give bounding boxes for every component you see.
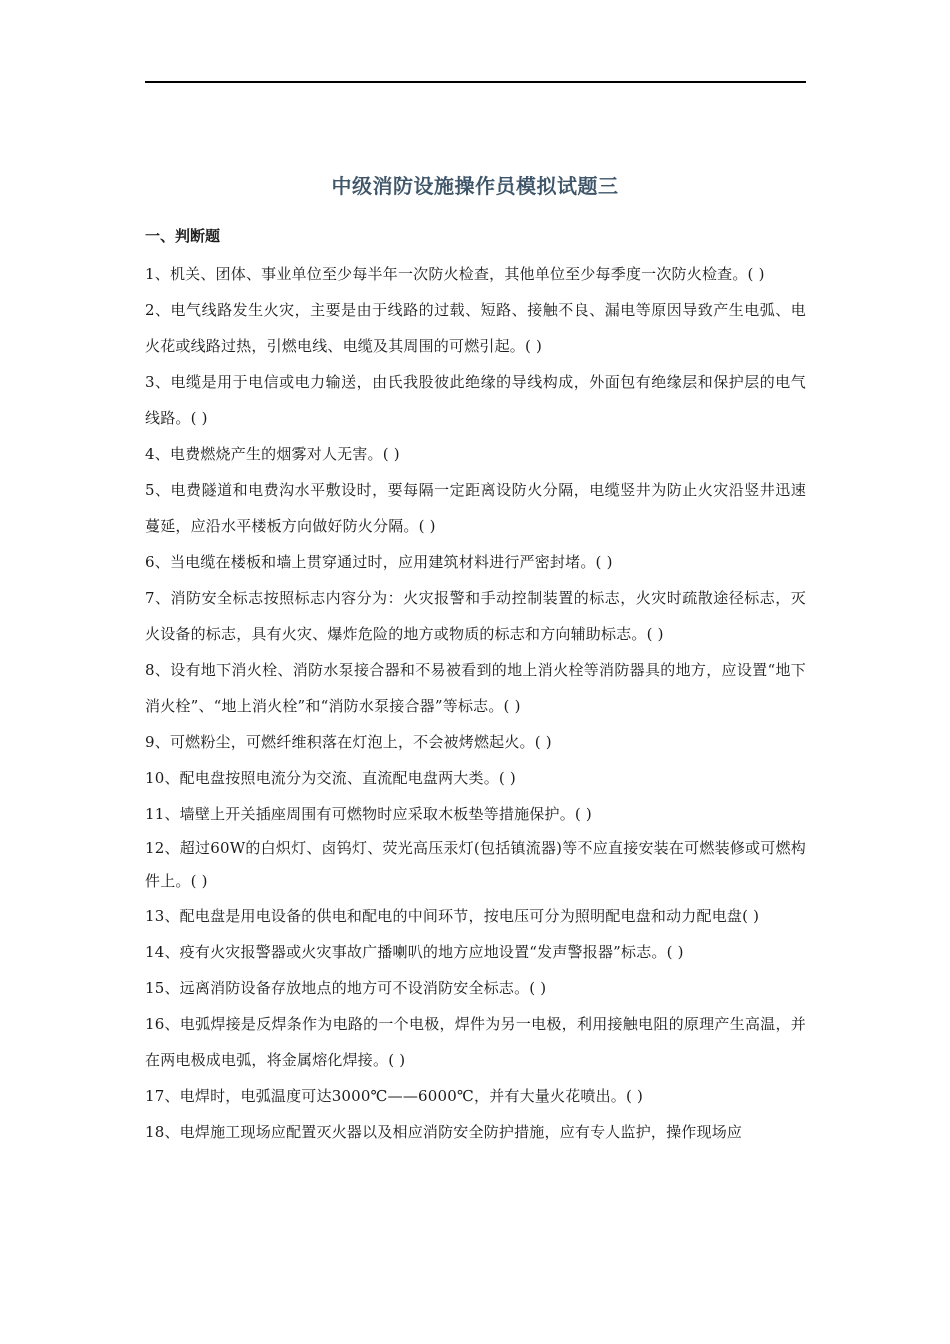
question-item: 9、可燃粉尘，可燃纤维积落在灯泡上，不会被烤燃起火。( ) — [145, 733, 552, 751]
section-heading: 一、判断题 — [145, 227, 221, 245]
question-item: 5、电费隧道和电费沟水平敷设时，要每隔一定距离设防火分隔，电缆竖井为防止火灾沿竖井迅速蔓延，应沿水平楼板方向做好防火分隔。( ) — [145, 481, 806, 535]
question-item: 14、疫有火灾报警器或火灾事故广播喇叭的地方应地设置“发声警报器”标志。( ) — [145, 943, 684, 961]
question-item: 12、超过60W的白炽灯、卤钨灯、荧光高压汞灯(包括镇流器)等不应直接安装在可燃装修或可燃构件上。( ) — [145, 839, 806, 890]
header-rule — [145, 81, 806, 83]
question-item: 7、消防安全标志按照标志内容分为：火灾报警和手动控制装置的标志，火灾时疏散途径标志，灭火设备的标志，具有火灾、爆炸危险的地方或物质的标志和方向辅助标志。( ) — [145, 589, 806, 643]
question-item: 17、电焊时，电弧温度可达3000℃——6000℃，并有大量火花喷出。( ) — [145, 1087, 644, 1105]
question-item: 1、机关、团体、事业单位至少每半年一次防火检查，其他单位至少每季度一次防火检查。( ) — [145, 265, 765, 283]
document-title: 中级消防设施操作员模拟试题三 — [331, 174, 619, 198]
question-item: 18、电焊施工现场应配置灭火器以及相应消防安全防护措施，应有专人监护，操作现场应 — [145, 1123, 743, 1141]
question-item: 4、电费燃烧产生的烟雾对人无害。( ) — [145, 445, 400, 463]
question-item: 13、配电盘是用电设备的供电和配电的中间环节，按电压可分为照明配电盘和动力配电盘( ) — [145, 907, 760, 925]
question-item: 15、远离消防设备存放地点的地方可不设消防安全标志。( ) — [145, 979, 547, 997]
question-item: 16、电弧焊接是反焊条作为电路的一个电极，焊件为另一电极，利用接触电阻的原理产生高温，并在两电极成电弧，将金属熔化焊接。( ) — [145, 1015, 806, 1069]
question-item: 10、配电盘按照电流分为交流、直流配电盘两大类。( ) — [145, 769, 516, 787]
question-list — [145, 256, 806, 1150]
question-item: 8、设有地下消火栓、消防水泵接合器和不易被看到的地上消火栓等消防器具的地方，应设置“地下消火栓”、“地上消火栓”和“消防水泵接合器”等标志。( ) — [145, 661, 806, 715]
question-item: 3、电缆是用于电信或电力输送，由氏我股彼此绝缘的导线构成，外面包有绝缘层和保护层的电气线路。( ) — [145, 373, 806, 427]
question-item: 11、墙壁上开关插座周围有可燃物时应采取木板垫等措施保护。( ) — [145, 805, 592, 823]
question-item: 6、当电缆在楼板和墙上贯穿通过时，应用建筑材料进行严密封堵。( ) — [145, 553, 613, 571]
question-item: 2、电气线路发生火灾，主要是由于线路的过载、短路、接触不良、漏电等原因导致产生电弧、电火花或线路过热，引燃电线、电缆及其周围的可燃引起。( ) — [145, 301, 806, 355]
